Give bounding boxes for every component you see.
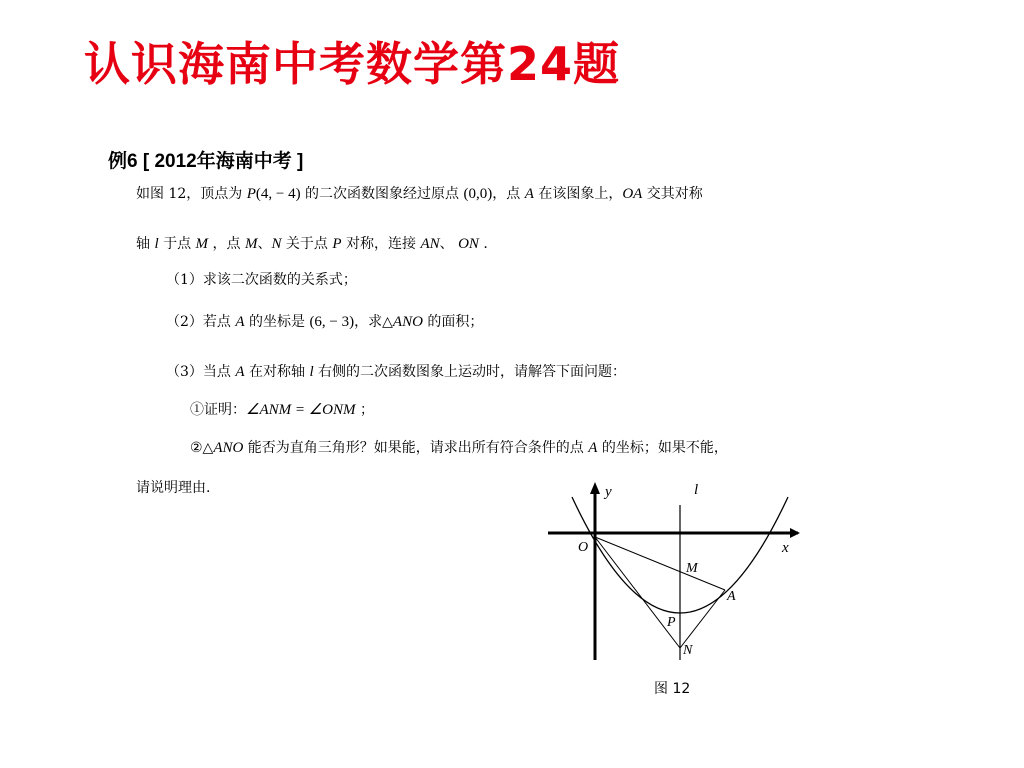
text-segment: 的面积； [422, 314, 484, 330]
math-segment: l [154, 236, 159, 252]
text-segment: ，点 [208, 236, 245, 252]
label-P: P [667, 615, 676, 630]
math-segment: ANO [213, 440, 244, 456]
x-axis-arrow-icon [790, 528, 800, 538]
text-segment: 对称，连接 [341, 236, 421, 252]
math-segment: (0,0) [463, 186, 493, 202]
text-segment: 的坐标；如果不能， [597, 440, 728, 456]
text-segment: 的坐标是 [244, 314, 310, 330]
text-segment: ，点 [492, 186, 525, 202]
question-3-part-2 [190, 438, 728, 458]
text-segment: 右侧的二次函数图象上运动时，请解答下面问题： [313, 364, 627, 380]
text-segment: 轴 [136, 236, 155, 252]
text-segment: ①证明： [190, 402, 246, 418]
text-segment: 在该图象上， [533, 186, 623, 202]
text-segment: 于点 [158, 236, 196, 252]
text-segment: ②△ [190, 440, 214, 456]
text-segment: 交其对称 [642, 186, 703, 202]
segment-ON [595, 537, 680, 648]
math-segment: OA [622, 186, 643, 202]
text-segment: （2）若点 [166, 314, 236, 330]
slide-title: 认识海南中考数学第24题 [84, 37, 621, 91]
text-segment: （3）当点 [166, 364, 236, 380]
problem-line-2 [136, 234, 488, 254]
text-segment: ； [355, 402, 374, 418]
math-segment: ANO [392, 314, 423, 330]
label-O: O [578, 540, 589, 555]
y-axis-arrow-icon [590, 482, 600, 494]
question-3-part-1 [190, 400, 374, 420]
math-segment: (6, − 3) [309, 314, 355, 330]
label-A: A [727, 589, 736, 604]
math-segment: ∠ANM = ∠ONM [246, 402, 356, 418]
math-segment: M [195, 236, 209, 252]
math-segment: A [524, 186, 534, 202]
math-segment: M [244, 236, 258, 252]
text-segment: 关于点 [281, 236, 333, 252]
math-segment: AN [420, 236, 440, 252]
problem-line-1 [136, 184, 703, 204]
label-x: x [782, 540, 789, 556]
label-N: N [683, 643, 693, 658]
label-y: y [605, 484, 612, 500]
question-3-part-2-continued: 请说明理由. [136, 480, 211, 496]
text-segment: . [478, 236, 488, 252]
question-3 [166, 362, 626, 382]
example-header: 例6 [ 2012年海南中考 ] [108, 151, 304, 172]
math-segment: A [235, 364, 245, 380]
math-segment: A [235, 314, 245, 330]
question-2 [166, 312, 483, 332]
label-l: l [694, 482, 699, 498]
math-segment: l [309, 364, 314, 380]
math-segment: ON [458, 236, 479, 252]
text-segment: 能否为直角三角形？如果能，请求出所有符合条件的点 [243, 440, 589, 456]
text-segment: 如图 12，顶点为 [136, 186, 247, 202]
label-M: M [686, 561, 698, 576]
question-1: （1）求该二次函数的关系式； [166, 272, 357, 288]
segment-AN [680, 590, 725, 648]
math-segment: (4, − 4) [255, 186, 301, 202]
figure-caption: 图 12 [654, 681, 691, 697]
math-segment: P [332, 236, 342, 252]
parabola [572, 497, 788, 613]
text-segment: 、 [257, 236, 272, 252]
text-segment: 的二次函数图象经过原点 [300, 186, 464, 202]
text-segment: ，求△ [354, 314, 393, 330]
text-segment: 在对称轴 [244, 364, 310, 380]
segment-OA [595, 537, 725, 590]
math-segment: N [271, 236, 282, 252]
text-segment: 、 [439, 236, 459, 252]
math-segment: A [588, 440, 598, 456]
math-segment: P [246, 186, 256, 202]
